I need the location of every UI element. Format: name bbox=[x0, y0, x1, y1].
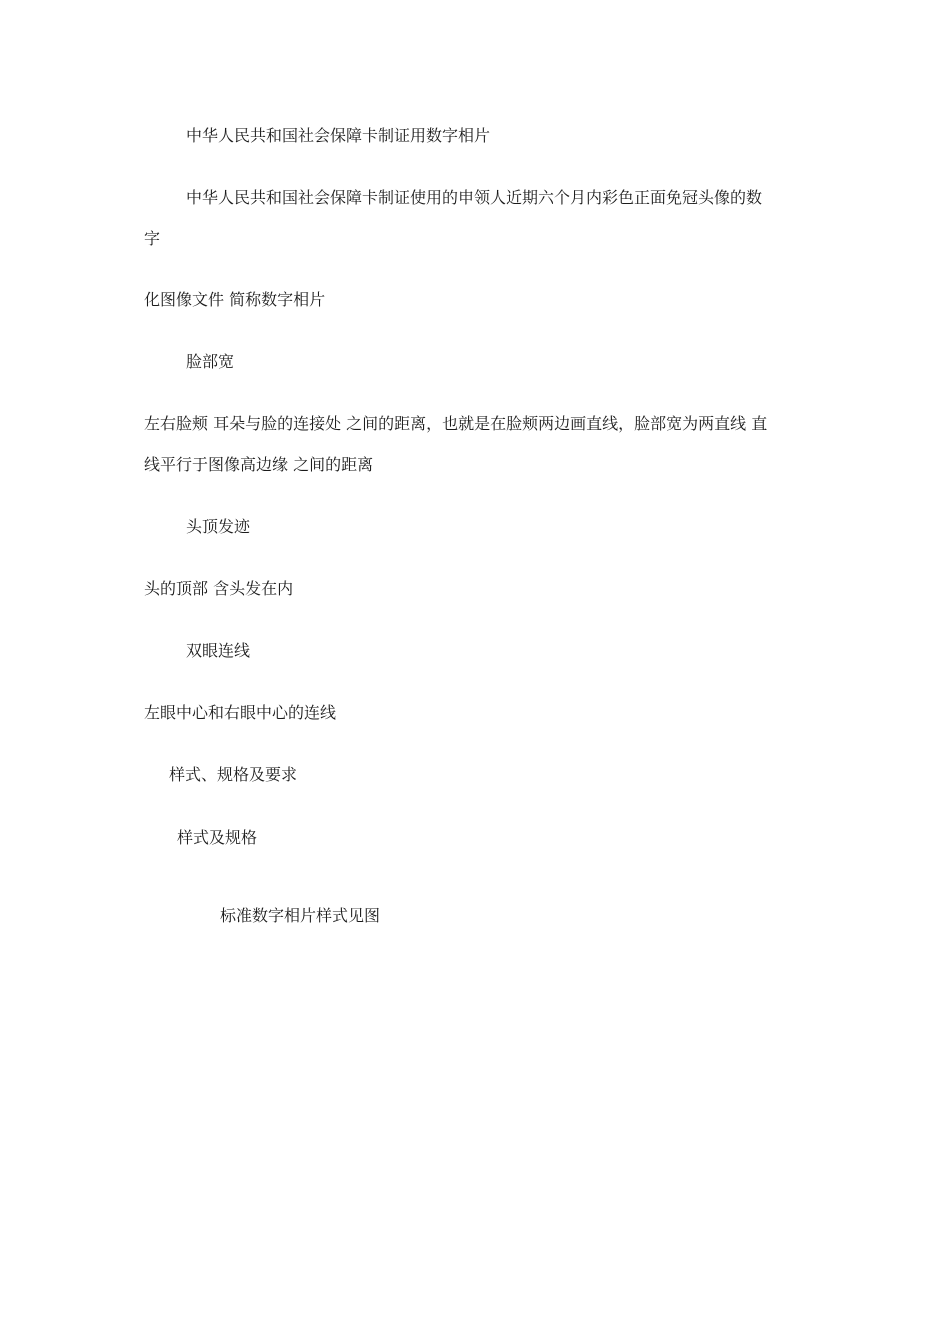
definition-line-3: 化图像文件 简称数字相片 bbox=[144, 290, 326, 309]
subsection-heading-style: 样式及规格 bbox=[177, 828, 258, 847]
term-eye-line: 双眼连线 bbox=[186, 641, 251, 660]
definition-line-2: 字 bbox=[144, 229, 161, 248]
face-width-def-line-2: 线平行于图像高边缘 之间的距离 bbox=[144, 455, 374, 474]
term-head-top: 头顶发迹 bbox=[186, 517, 251, 536]
section-heading-style-spec: 样式、规格及要求 bbox=[169, 765, 298, 784]
term-face-width: 脸部宽 bbox=[186, 352, 235, 371]
doc-title: 中华人民共和国社会保障卡制证用数字相片 bbox=[186, 126, 491, 145]
eye-line-def: 左眼中心和右眼中心的连线 bbox=[144, 703, 337, 722]
definition-line-1: 中华人民共和国社会保障卡制证使用的申领人近期六个月内彩色正面免冠头像的数 bbox=[186, 188, 763, 207]
face-width-def-line-1: 左右脸颊 耳朵与脸的连接处 之间的距离，也就是在脸颊两边画直线，脸部宽为两直线 直 bbox=[144, 414, 768, 433]
standard-photo-reference: 标准数字相片样式见图 bbox=[220, 906, 381, 925]
head-top-def: 头的顶部 含头发在内 bbox=[144, 579, 294, 598]
